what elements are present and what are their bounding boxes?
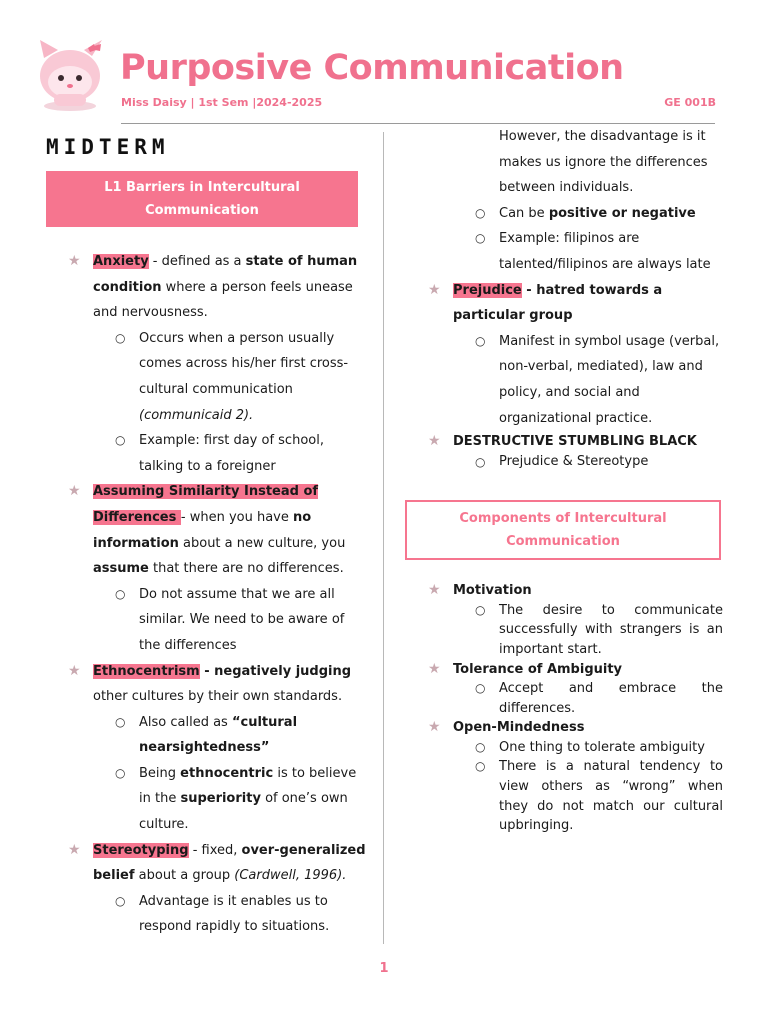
sub-item: ○ Can be positive or negative — [453, 201, 723, 227]
circle-bullet-icon: ○ — [475, 205, 486, 220]
page-title: Purposive Communication — [120, 48, 624, 88]
circle-bullet-icon: ○ — [475, 455, 486, 470]
list-item-open-mindedness: ★ Open-Mindedness — [405, 718, 723, 738]
circle-bullet-icon: ○ — [115, 893, 126, 908]
circle-bullet-icon: ○ — [115, 586, 126, 601]
course-subtitle: Miss Daisy | 1st Sem |2024-2025 — [121, 96, 323, 109]
sub-item: ○ Being ethnocentric is to believe in the superiority of one’s own culture. — [93, 761, 368, 838]
list-item-assuming-similarity: ★ Assuming Similarity Instead of Differences - when you have no information about a new culture, you assume that there are no differences. — [46, 479, 368, 581]
circle-bullet-icon: ○ — [115, 330, 126, 345]
term-ethnocentrism: Ethnocentrism — [93, 663, 200, 679]
term-anxiety: Anxiety — [93, 254, 149, 269]
list-item-ethnocentrism: ★ Ethnocentrism - negatively judging other cultures by their own standards. — [46, 659, 368, 710]
circle-bullet-icon: ○ — [115, 433, 126, 448]
circle-bullet-icon: ○ — [475, 739, 486, 754]
right-column — [405, 124, 723, 836]
star-icon: ★ — [428, 582, 441, 599]
left-column — [46, 134, 368, 940]
sub-item: ○ Manifest in symbol usage (verbal, non-verbal, mediated), law and policy, and social and organizational practice. — [453, 329, 723, 431]
list-item-tolerance: ★ Tolerance of Ambiguity — [405, 660, 723, 680]
circle-bullet-icon: ○ — [115, 714, 126, 729]
star-icon: ★ — [68, 483, 81, 500]
kitty-mascot-icon — [30, 36, 110, 112]
list-item-destructive: ★ DESTRUCTIVE STUMBLING BLACK — [405, 431, 723, 452]
circle-bullet-icon: ○ — [475, 602, 486, 617]
sub-item: ○ Example: filipinos are talented/filipinos are always late — [453, 226, 723, 277]
sub-item: ○ Do not assume that we are all similar. We need to be aware of the differences — [93, 582, 368, 659]
term-stereotyping: Stereotyping — [93, 842, 189, 858]
star-icon: ★ — [68, 253, 81, 269]
term-assuming-similarity: Assuming Similarity Instead of Differences — [93, 484, 319, 525]
circle-bullet-icon: ○ — [115, 765, 126, 780]
sub-item: ○ Advantage is it enables us to respond rapidly to situations. — [93, 889, 368, 940]
circle-bullet-icon: ○ — [475, 759, 486, 774]
sub-item: ○ Occurs when a person usually comes across his/her first cross-cultural communication (communicaid 2). — [93, 326, 368, 428]
section-title-barriers: L1 Barriers in Intercultural Communication — [46, 171, 358, 227]
list-item-stereotyping: ★ Stereotyping - fixed, over-generalized belief about a group (Cardwell, 1996). — [46, 838, 368, 889]
list-item-prejudice: ★ Prejudice - hatred towards a particular group — [405, 278, 723, 329]
sub-item: ○ There is a natural tendency to view others as “wrong” when they do not match our cultural upbringing. — [475, 759, 723, 834]
midterm-heading: MIDTERM — [46, 135, 170, 159]
list-item-motivation: ★ Motivation — [405, 581, 723, 601]
sub-item: ○ Also called as “cultural nearsightedness” — [93, 710, 368, 761]
column-divider — [383, 132, 384, 944]
term-prejudice: Prejudice — [453, 282, 522, 298]
sub-item: ○ Accept and embrace the differences. — [475, 681, 723, 716]
star-icon: ★ — [428, 433, 441, 450]
star-icon: ★ — [68, 662, 81, 679]
sub-item: ○ One thing to tolerate ambiguity — [453, 738, 723, 758]
sub-item: ○ Example: first day of school, talking to a foreigner — [93, 428, 368, 479]
sub-item-continued: However, the disadvantage is it makes us ignore the differences between individuals. — [499, 129, 708, 196]
star-icon: ★ — [428, 719, 441, 736]
sub-item: ○ The desire to communicate successfully with strangers is an important start. — [475, 602, 723, 657]
circle-bullet-icon: ○ — [475, 681, 486, 696]
page-number: 1 — [379, 961, 389, 976]
star-icon: ★ — [428, 281, 441, 298]
list-item-anxiety: ★ Anxiety - defined as a state of human condition where a person feels unease and nervousness. — [46, 249, 368, 326]
sub-item: ○ Prejudice & Stereotype — [453, 452, 723, 472]
circle-bullet-icon: ○ — [475, 231, 486, 246]
star-icon: ★ — [68, 841, 81, 858]
star-icon: ★ — [428, 660, 441, 677]
section-title-components: Components of Intercultural Communication — [405, 500, 721, 560]
circle-bullet-icon: ○ — [475, 333, 486, 348]
course-code: GE 001B — [664, 96, 716, 109]
